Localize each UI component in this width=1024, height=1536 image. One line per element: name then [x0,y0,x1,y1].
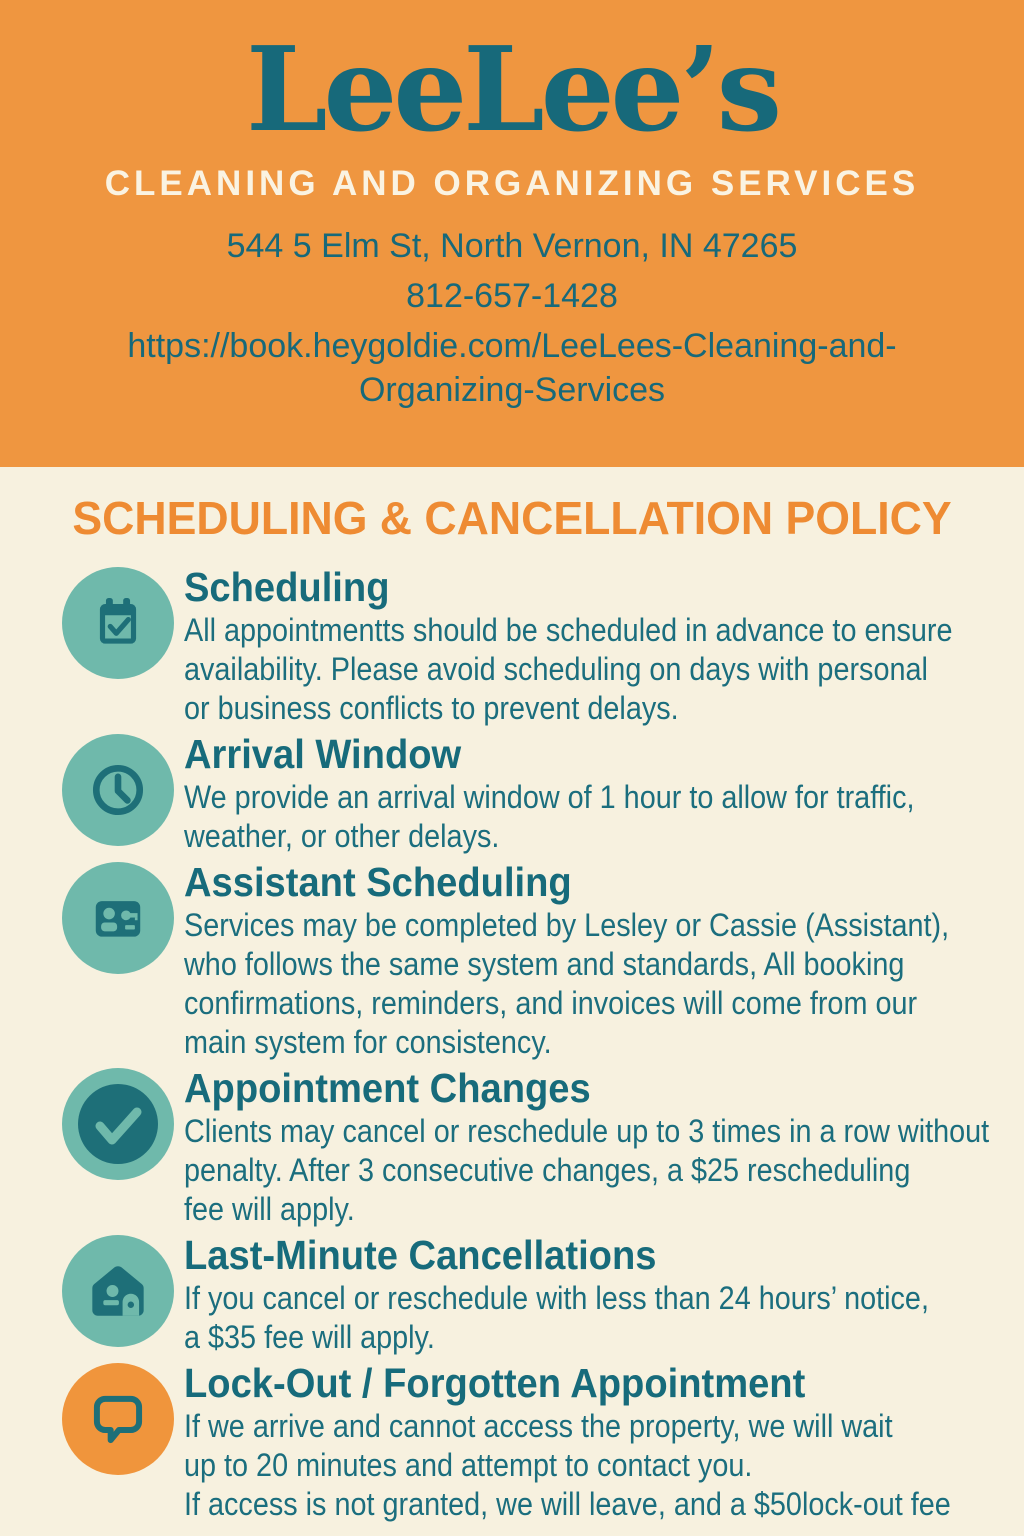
section-text-line: We provide an arrival window of 1 hour to allow for traffic, [184,779,915,815]
section-assistant-scheduling [0,858,1024,1062]
clock-icon [62,734,174,846]
section-title: Assistant Scheduling [184,859,572,905]
section-text-line: confirmations, reminders, and invoices will come from our [184,985,918,1021]
section-text-line: penalty. After 3 consecutive changes, a $25 rescheduling [184,1152,911,1188]
section-text-line: weather, or other delays. [184,818,500,854]
header-banner [0,0,1024,467]
section-arrival-window [0,730,1024,856]
policy-sections [0,563,1024,1524]
house-lock-icon [62,1235,174,1347]
section-last-minute-cancellations [0,1231,1024,1357]
section-title: Last-Minute Cancellations [184,1232,657,1278]
section-text-line: a $35 fee will apply. [184,1319,435,1355]
section-title: Scheduling [184,564,390,610]
section-text-line: If we arrive and cannot access the property, we will wait [184,1408,893,1444]
section-content [184,1231,1012,1357]
page-title: SCHEDULING & CANCELLATION POLICY [72,492,952,544]
section-text-line: who follows the same system and standards, All booking [184,946,905,982]
contact-block [0,224,1024,412]
section-content [184,730,996,856]
section-appointment-changes [0,1064,1024,1229]
section-content [184,1359,1024,1524]
section-scheduling [0,563,1024,728]
chat-bubble-icon [62,1363,174,1475]
business-logo: LeeLee’s [245,22,779,158]
booking-url-line-2: Organizing-Services [358,370,666,409]
business-address: 544 5 Elm St, North Vernon, IN 47265 [226,226,798,265]
section-title: Appointment Changes [184,1065,591,1111]
policy-body [0,467,1024,1524]
section-content [184,563,1024,728]
business-phone: 812-657-1428 [406,276,618,315]
section-text-line: Services may be completed by Lesley or Cassie (Assistant), [184,907,950,943]
section-text-line: availability. Please avoid scheduling on days with personal [184,651,928,687]
business-tagline: CLEANING AND ORGANIZING SERVICES [104,163,920,203]
booking-url-line-1: https://book.heygoldie.com/LeeLees-Cleaning-and- [127,326,897,365]
section-text-line: main system for consistency. [184,1024,552,1060]
section-text-line: If access is not granted, we will leave, and a $50lock-out fee [184,1486,951,1522]
id-card-icon [62,862,174,974]
section-content [184,1064,1024,1229]
section-text-line: or business conflicts to prevent delays. [184,690,679,726]
section-text-line: All appointmentts should be scheduled in advance to ensure [184,612,953,648]
section-text-line: up to 20 minutes and attempt to contact you. [184,1447,753,1483]
check-circle-icon [62,1068,174,1180]
section-content [184,858,1024,1062]
section-text-line: fee will apply. [184,1191,355,1227]
section-title: Lock-Out / Forgotten Appointment [184,1360,806,1406]
calendar-check-icon [62,567,174,679]
section-text-line: If you cancel or reschedule with less than 24 hours’ notice, [184,1280,929,1316]
section-text-line: Clients may cancel or reschedule up to 3 times in a row without [184,1113,990,1149]
section-lock-out [0,1359,1024,1524]
section-title: Arrival Window [184,731,462,777]
